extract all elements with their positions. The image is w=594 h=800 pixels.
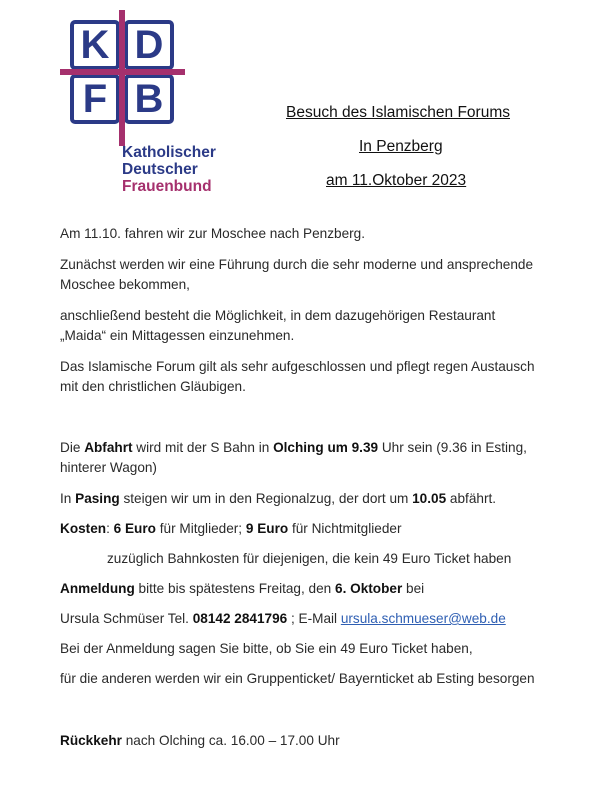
member-price: 6 Euro	[113, 521, 156, 536]
departure-time: Olching um 9.39	[273, 440, 379, 455]
paragraph-forum-line-2: mit den christlichen Gläubigen.	[60, 379, 246, 394]
departure-text: wird mit der S Bahn in	[132, 440, 274, 455]
transfer-time: 10.05	[412, 491, 447, 506]
departure-text: Die	[60, 440, 85, 455]
org-name-line-1: Katholischer	[122, 144, 216, 161]
return-line	[60, 730, 340, 751]
departure-label: Abfahrt	[84, 440, 133, 455]
transfer-station: Pasing	[75, 491, 120, 506]
registration-label: Anmeldung	[60, 581, 135, 596]
costs-line	[60, 518, 402, 539]
logo-letter-k: K	[80, 23, 110, 67]
registration-text: bitte bis spätestens Freitag, den	[134, 581, 336, 596]
contact-text: ; E-Mail	[287, 611, 341, 626]
title-line-1: Besuch des Islamischen Forums	[286, 104, 510, 121]
costs-text: für Mitglieder;	[155, 521, 246, 536]
transfer-text: steigen wir um in den Regionalzug, der dort um	[119, 491, 413, 506]
costs-label: Kosten	[60, 521, 107, 536]
contact-email-link[interactable]: ursula.schmueser@web.de	[340, 611, 506, 626]
logo-letter-f: F	[82, 77, 108, 121]
departure-line-2: hinterer Wagon)	[60, 460, 157, 475]
nonmember-price: 9 Euro	[245, 521, 289, 536]
logo-letter-b: B	[134, 77, 164, 121]
transfer-text: In	[60, 491, 76, 506]
transfer-text: abfährt.	[446, 491, 497, 506]
ticket-info-line-1: Bei der Anmeldung sagen Sie bitte, ob Sie ein 49 Euro Ticket haben,	[60, 641, 473, 656]
contact-line	[60, 608, 506, 629]
paragraph-forum-line-1: Das Islamische Forum gilt als sehr aufgeschlossen und pflegt regen Austausch	[60, 359, 535, 374]
departure-text: Uhr sein (9.36 in Esting,	[378, 440, 527, 455]
paragraph-intro: Am 11.10. fahren wir zur Moschee nach Penzberg.	[60, 226, 366, 241]
return-label: Rückkehr	[60, 733, 122, 748]
org-name-line-3: Frauenbund	[122, 178, 212, 195]
title-line-3: am 11.Oktober 2023	[326, 172, 467, 189]
contact-name: Ursula Schmüser Tel.	[60, 611, 193, 626]
registration-deadline: 6. Oktober	[335, 581, 403, 596]
logo-letter-d: D	[134, 23, 164, 67]
org-name-line-2: Deutscher	[122, 161, 198, 178]
contact-phone: 08142 2841796	[192, 611, 288, 626]
paragraph-tour-line-2: Moschee bekommen,	[60, 277, 190, 292]
transfer-line	[60, 488, 496, 509]
departure-line-1	[60, 437, 527, 458]
ticket-info-line-2: für die anderen werden wir ein Gruppenticket/ Bayernticket ab Esting besorgen	[60, 671, 535, 686]
registration-text: bei	[402, 581, 425, 596]
costs-text: :	[106, 521, 114, 536]
registration-line	[60, 578, 424, 599]
costs-text: für Nichtmitglieder	[288, 521, 402, 536]
costs-note: zuzüglich Bahnkosten für diejenigen, die kein 49 Euro Ticket haben	[107, 551, 512, 566]
return-text: nach Olching ca. 16.00 – 17.00 Uhr	[121, 733, 340, 748]
title-line-2: In Penzberg	[359, 138, 443, 155]
paragraph-lunch-line-2: „Maida“ ein Mittagessen einzunehmen.	[60, 328, 295, 343]
paragraph-lunch-line-1: anschließend besteht die Möglichkeit, in dem dazugehörigen Restaurant	[60, 308, 496, 323]
paragraph-tour-line-1: Zunächst werden wir eine Führung durch die sehr moderne und ansprechende	[60, 257, 534, 272]
